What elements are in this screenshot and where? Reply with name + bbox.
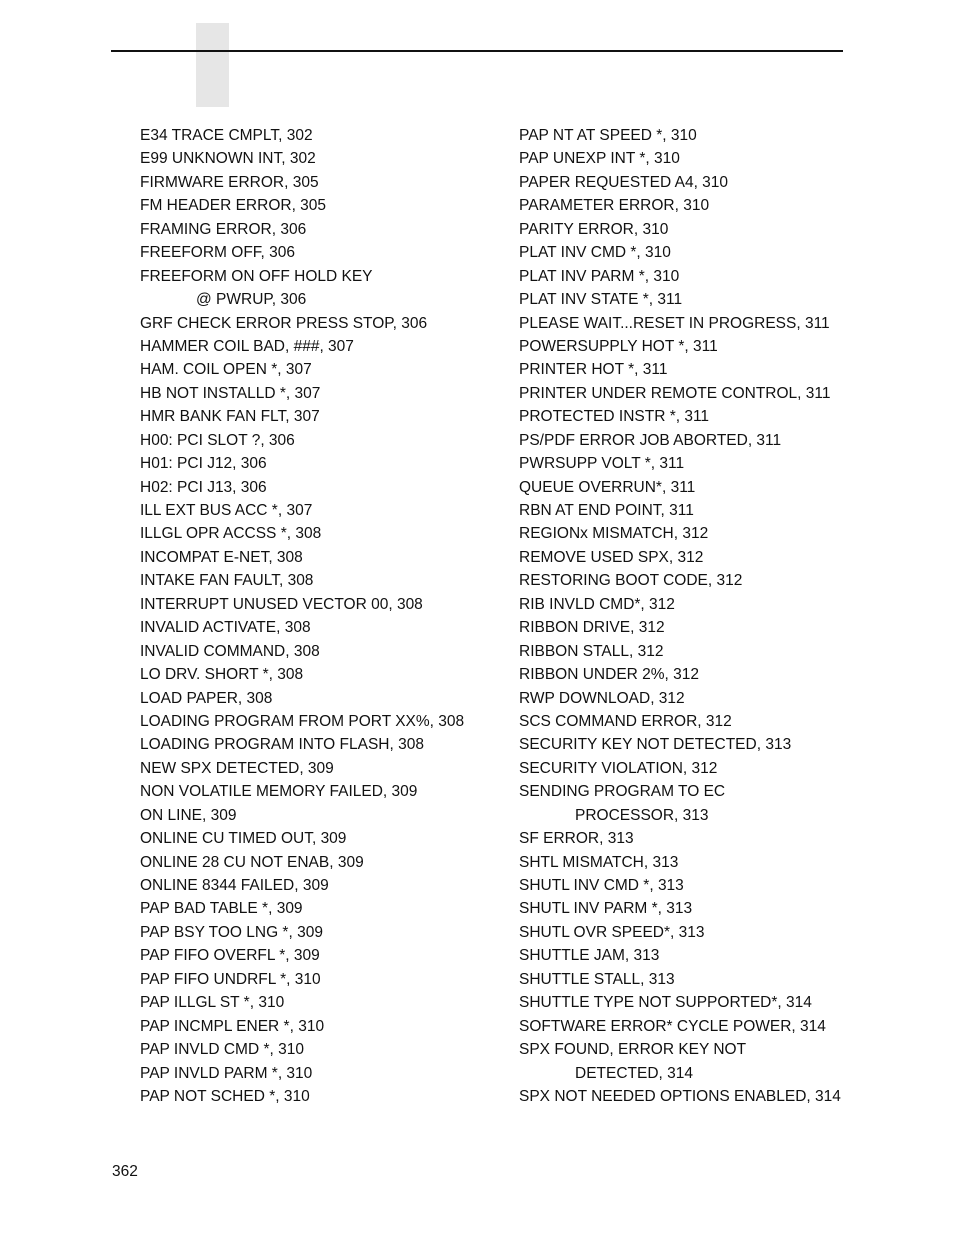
index-entry: PAP BAD TABLE *, 309	[140, 900, 303, 918]
index-entry: PROTECTED INSTR *, 311	[519, 408, 710, 426]
index-entry: ONLINE 28 CU NOT ENAB, 309	[140, 853, 364, 871]
index-entry: NON VOLATILE MEMORY FAILED, 309	[140, 783, 418, 801]
index-entry-continuation: PROCESSOR, 313	[575, 806, 709, 824]
header-rule	[111, 50, 843, 52]
index-entry: PAP ILLGL ST *, 310	[140, 994, 285, 1012]
index-entry: E99 UNKNOWN INT, 302	[140, 150, 316, 168]
index-entry: FIRMWARE ERROR, 305	[140, 173, 319, 191]
index-entry: FM HEADER ERROR, 305	[140, 197, 327, 215]
index-entry: RIBBON STALL, 312	[519, 642, 664, 660]
index-entry: SHUTTLE TYPE NOT SUPPORTED*, 314	[519, 994, 812, 1012]
index-column-right	[519, 124, 841, 1108]
index-entry: SECURITY KEY NOT DETECTED, 313	[519, 736, 792, 754]
index-entry: PAP INCMPL ENER *, 310	[140, 1017, 325, 1035]
index-entry: RIB INVLD CMD*, 312	[519, 595, 675, 613]
index-entry: INTAKE FAN FAULT, 308	[140, 572, 314, 590]
index-entry: LOAD PAPER, 308	[140, 689, 273, 707]
index-entry: H01: PCI J12, 306	[140, 455, 267, 473]
index-entry: PAP UNEXP INT *, 310	[519, 150, 680, 168]
index-entry: SPX NOT NEEDED OPTIONS ENABLED, 314	[519, 1087, 841, 1105]
index-entry: HAM. COIL OPEN *, 307	[140, 361, 312, 379]
index-entry: SENDING PROGRAM TO EC	[519, 783, 726, 801]
index-entry: REMOVE USED SPX, 312	[519, 548, 704, 566]
index-entry: PLAT INV PARM *, 310	[519, 267, 680, 285]
index-entry: PAP INVLD PARM *, 310	[140, 1064, 313, 1082]
index-entry: ONLINE 8344 FAILED, 309	[140, 877, 329, 894]
index-entry: SHUTTLE JAM, 313	[519, 947, 660, 965]
index-entry-continuation: DETECTED, 314	[575, 1064, 694, 1082]
index-entry: RIBBON DRIVE, 312	[519, 619, 665, 637]
index-entry: ON LINE, 309	[140, 806, 237, 824]
index-entry: HAMMER COIL BAD, ###, 307	[140, 337, 354, 355]
index-entry: ILLGL OPR ACCSS *, 308	[140, 525, 322, 543]
index-entry: SF ERROR, 313	[519, 830, 634, 848]
header-tab-block	[196, 23, 229, 107]
index-entry: PRINTER HOT *, 311	[519, 361, 668, 379]
index-entry: RIBBON UNDER 2%, 312	[519, 666, 700, 684]
index-entry: FRAMING ERROR, 306	[140, 220, 307, 238]
index-entry: FREEFORM OFF, 306	[140, 244, 296, 262]
index-column-left	[140, 124, 464, 1108]
index-entry: H02: PCI J13, 306	[140, 478, 267, 496]
index-entry: PAP BSY TOO LNG *, 309	[140, 923, 323, 941]
index-entry: LOADING PROGRAM FROM PORT XX%, 308	[140, 712, 465, 730]
index-entry: SHTL MISMATCH, 313	[519, 853, 679, 871]
index-entry: PS/PDF ERROR JOB ABORTED, 311	[519, 431, 782, 449]
index-entry: GRF CHECK ERROR PRESS STOP, 306	[140, 314, 428, 332]
index-entry: SOFTWARE ERROR* CYCLE POWER, 314	[519, 1017, 826, 1035]
index-entry: SHUTTLE STALL, 313	[519, 970, 675, 988]
index-entry: REGIONx MISMATCH, 312	[519, 525, 709, 543]
index-entry: PAPER REQUESTED A4, 310	[519, 173, 729, 191]
index-entry: SHUTL OVR SPEED*, 313	[519, 923, 705, 941]
index-entry: SPX FOUND, ERROR KEY NOT	[519, 1041, 747, 1059]
page-number: 362	[112, 1163, 138, 1180]
index-entry: ONLINE CU TIMED OUT, 309	[140, 830, 347, 848]
index-entry: ILL EXT BUS ACC *, 307	[140, 502, 313, 519]
index-entry: NEW SPX DETECTED, 309	[140, 759, 334, 777]
index-entry: HB NOT INSTALLD *, 307	[140, 384, 321, 402]
index-entry: PWRSUPP VOLT *, 311	[519, 455, 685, 473]
index-entry: SECURITY VIOLATION, 312	[519, 759, 718, 777]
index-entry: INVALID ACTIVATE, 308	[140, 619, 311, 637]
index-entry: PAP INVLD CMD *, 310	[140, 1041, 304, 1059]
index-entry: PLEASE WAIT...RESET IN PROGRESS, 311	[519, 314, 830, 332]
index-entry: LO DRV. SHORT *, 308	[140, 666, 304, 684]
index-entry: LOADING PROGRAM INTO FLASH, 308	[140, 736, 424, 754]
index-entry-continuation: @ PWRUP, 306	[196, 291, 307, 309]
index-entry: HMR BANK FAN FLT, 307	[140, 408, 320, 426]
index-entry: RWP DOWNLOAD, 312	[519, 689, 685, 707]
index-entry: PAP NT AT SPEED *, 310	[519, 127, 697, 144]
index-entry: PAP FIFO OVERFL *, 309	[140, 947, 320, 965]
index-entry: PARAMETER ERROR, 310	[519, 197, 710, 215]
index-entry: PAP FIFO UNDRFL *, 310	[140, 970, 321, 988]
index-entry: PLAT INV CMD *, 310	[519, 244, 671, 262]
index-entry: RESTORING BOOT CODE, 312	[519, 572, 743, 590]
index-entry: PARITY ERROR, 310	[519, 220, 669, 238]
index-entry: FREEFORM ON OFF HOLD KEY	[140, 267, 373, 285]
index-entry: POWERSUPPLY HOT *, 311	[519, 337, 718, 355]
index-entry: RBN AT END POINT, 311	[519, 502, 694, 519]
index-entry: SCS COMMAND ERROR, 312	[519, 712, 732, 730]
index-entry: QUEUE OVERRUN*, 311	[519, 478, 696, 496]
index-entry: INVALID COMMAND, 308	[140, 642, 320, 660]
index-entry: INCOMPAT E-NET, 308	[140, 548, 303, 566]
index-entry: H00: PCI SLOT ?, 306	[140, 431, 295, 449]
index-entry: PLAT INV STATE *, 311	[519, 291, 683, 309]
index-entry: E34 TRACE CMPLT, 302	[140, 127, 313, 144]
index-entry: PRINTER UNDER REMOTE CONTROL, 311	[519, 384, 831, 402]
index-entry: SHUTL INV PARM *, 313	[519, 900, 693, 918]
index-entry: INTERRUPT UNUSED VECTOR 00, 308	[140, 595, 423, 613]
index-entry: SHUTL INV CMD *, 313	[519, 877, 684, 894]
index-entry: PAP NOT SCHED *, 310	[140, 1087, 310, 1105]
